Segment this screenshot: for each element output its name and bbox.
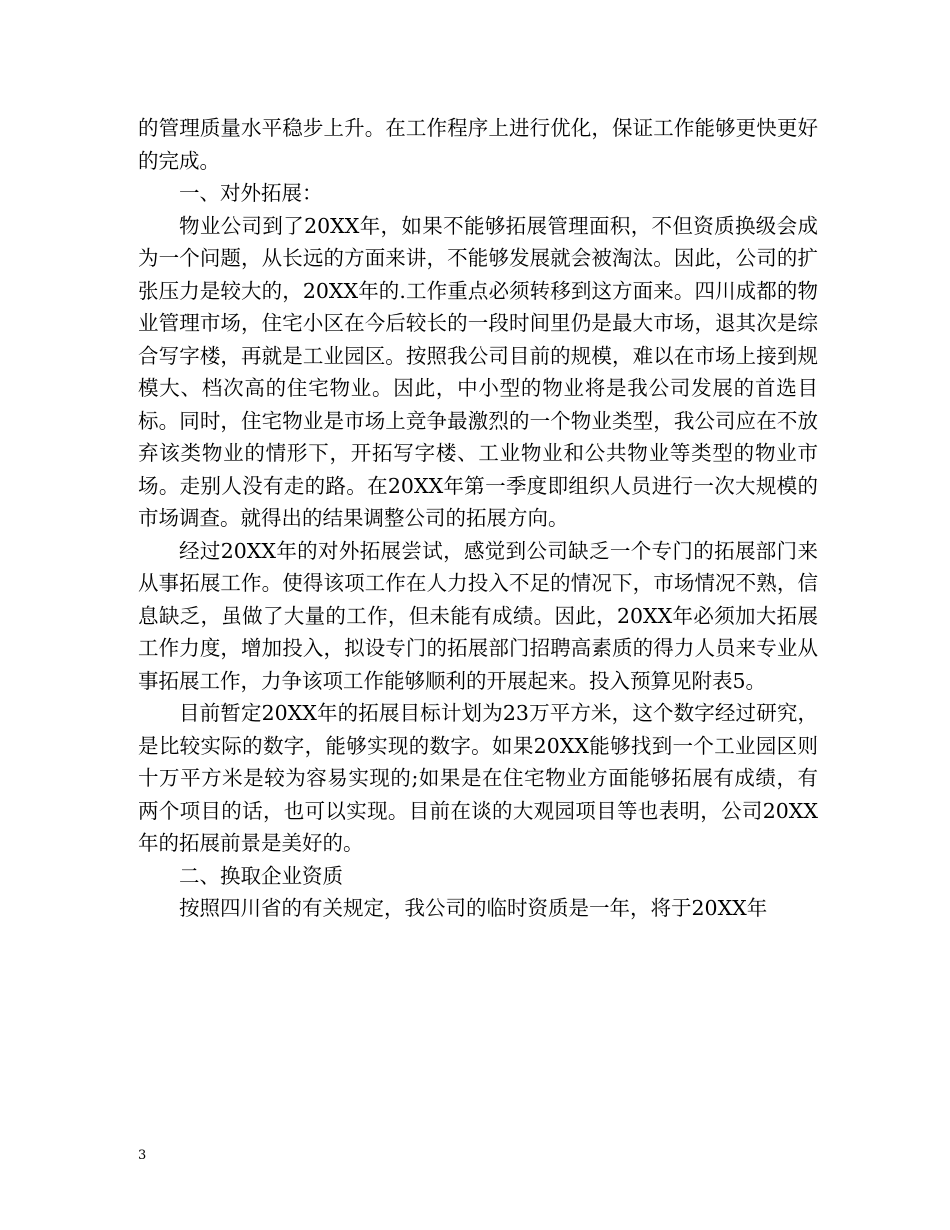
paragraph: 目前暂定20XX年的拓展目标计划为23万平方米，这个数字经过研究，是比较实际的数字，能够实现的数字。如果20XX能够找到一个工业园区则十万平方米是较为容易实现的;如果是在住宅物业方面能够拓展有成绩，有两个项目的话，也可以实现。目前在谈的大观园项目等也表明，公司20XX年的拓展前景是美好的。 [138, 701, 818, 855]
body-text [138, 112, 818, 925]
paragraph: 经过20XX年的对外拓展尝试，感觉到公司缺乏一个专门的拓展部门来从事拓展工作。使得该项工作在人力投入不足的情况下，市场情况不熟，信息缺乏，虽做了大量的工作，但未能有成绩。因此，20XX年必须加大拓展工作力度，增加投入，拟设专门的拓展部门招聘高素质的得力人员来专业从事拓展工作，力争该项工作能够顺利的开展起来。投入预算见附表5。 [138, 538, 818, 693]
section-heading-enterprise-qualification: 二、换取企业资质 [179, 863, 343, 888]
paragraph: 按照四川省的有关规定，我公司的临时资质是一年，将于20XX年 [179, 896, 768, 920]
section-heading-external-expansion: 一、对外拓展： [179, 181, 323, 205]
page-number: 3 [138, 1148, 147, 1163]
paragraph-continuation: 的管理质量水平稳步上升。在工作程序上进行优化，保证工作能够更快更好的完成。 [138, 116, 818, 173]
paragraph: 物业公司到了20XX年，如果不能够拓展管理面积，不但资质换级会成为一个问题，从长远的方面来讲，不能够发展就会被淘汰。因此，公司的扩张压力是较大的，20XX年的.工作重点必须转移到这方面来。四川成都的物业管理市场，住宅小区在今后较长的一段时间里仍是最大市场，退其次是综合写字楼，再就是工业园区。按照我公司目前的规模，难以在市场上接到规模大、档次高的住宅物业。因此，中小型的物业将是我公司发展的首选目标。同时，住宅物业是市场上竞争最激烈的一个物业类型，我公司应在不放弃该类物业的情形下，开拓写字楼、工业物业和公共物业等类型的物业市场。走别人没有走的路。在20XX年第一季度即组织人员进行一次大规模的市场调查。就得出的结果调整公司的拓展方向。 [138, 213, 818, 530]
